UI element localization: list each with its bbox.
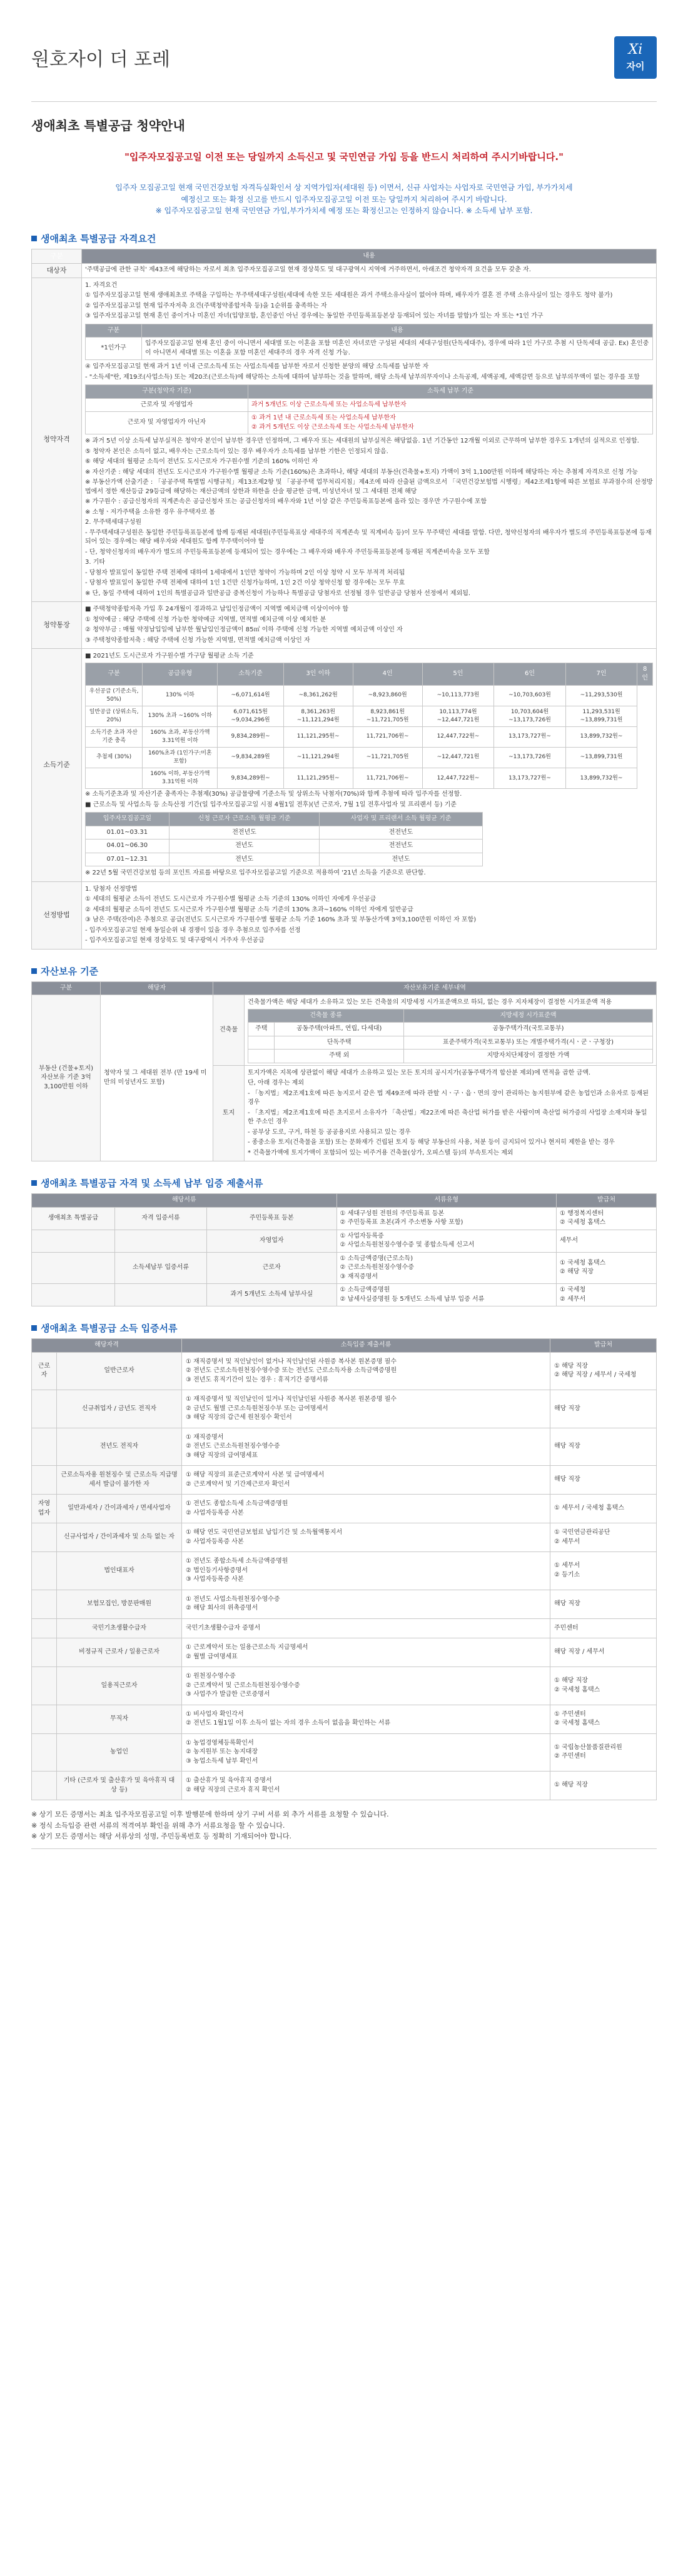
income-document-cell: ① 해당 직장의 표준근로계약서 사본 및 급여명세서 ② 근로계약서 및 기간제근로자 확인서 xyxy=(182,1466,550,1495)
table-row xyxy=(32,1523,657,1552)
income-cell: 160% 초과, 부동산가액 3.31억원 이하 xyxy=(143,726,218,747)
income-cell: ~11,121,294원 xyxy=(283,747,353,768)
table-row xyxy=(32,1705,657,1733)
income-tax-line: - "소득세"란, 제19조(사업소득) 또는 제20조(근로소득)에 해당하는 소득에 대하여 납부하는 것을 말하며, 해당 소득세 납부의무자이나 소득공제, 세액공제, 세액감면 등으로 납부의무액이 없는 경우를 포함 xyxy=(85,373,640,381)
selection-line: ③ 남은 주택(잔여)은 추첨으로 공급(전년도 도시근로자 가구원수별 월평균 소득 기준 160% 초과 및 부동산가액 3억3,100만원 이하인 자 포함) xyxy=(85,916,477,924)
income-document-cell: ① 재직증명서 ② 전년도 근로소득원천징수영수증 ③ 해당 직장의 급여명세표 xyxy=(182,1428,550,1466)
square-bullet-icon xyxy=(31,968,37,974)
income-cell: ~10,703,603원 xyxy=(494,685,566,706)
income-cell: 13,899,732원~ xyxy=(565,726,637,747)
income-document-cell: ① 국민연금관리공단 ② 세무서 xyxy=(550,1523,657,1552)
income-document-cell: 해당 직장 / 세무서 xyxy=(550,1638,657,1667)
document-cell: 과거 5개년도 소득세 납부사실 xyxy=(206,1284,336,1306)
headline-notice: "입주자모집공고일 이전 또는 당일까지 소득신고 및 국민연금 가입 등을 반드시 처리하여 주시기바랍니다." xyxy=(124,151,564,163)
eligibility-table xyxy=(31,249,657,950)
document-cell xyxy=(114,1230,206,1252)
income-header-cell: 3인 이하 xyxy=(283,663,353,685)
document-cell: 세무서 xyxy=(557,1230,657,1252)
income-note-line: ※ 소득기준초과 및 자산기준 충족자는 추첨제(30%) 공급물량에 기준소득 및 상위소득 낙첨자(70%)와 함께 추첨에 따라 입주자를 선정함. xyxy=(85,791,462,798)
table-row xyxy=(248,1036,653,1050)
income-document-cell: ① 해당 연도 국민연금보험료 납입기간 및 소득월액통지서 ② 사업자등록증 사본 xyxy=(182,1523,550,1552)
single-household-table: 구분 내용 *1인가구 입주자모집공고일 현재 혼인 중이 아니면서 세대별 또는 이혼을 포함 미혼인 자녀로만 구성된 세대의 세대구성원(단독세대주), 경우에 따라 1인 가구로 추첨 시 단독세대 공급. Ex) 혼인중이 아니면서 세대별 또는 이혼을 포함 미혼인 세대주의 경우 자격 신청 가능. xyxy=(85,324,653,361)
period-cell: 01.01~03.31 xyxy=(86,826,169,839)
income-document-cell: 해당 직장 xyxy=(550,1590,657,1618)
table-row xyxy=(86,768,653,789)
income-header-cell: 소득기준 xyxy=(218,663,283,685)
land-line: - 「농지법」제2조제1호에 따른 농지로서 같은 법 제49조에 따라 관할 시ㆍ구ㆍ읍ㆍ면의 장이 관리하는 농지원부에 같은 농업인과 소유자로 등재된 경우 xyxy=(248,1090,649,1106)
income-document-cell: 국민기초생활수급자 xyxy=(57,1618,182,1638)
xi-logo xyxy=(614,36,657,79)
eligibility-note-line: ⑥ 해당 세대의 월평균 소득이 전년도 도시근로자 가구원수별 기준의 160% 이하인 자 xyxy=(85,458,318,466)
income-document-cell: 해당 직장 xyxy=(550,1466,657,1495)
period-cell: 전년도 xyxy=(320,853,482,866)
income-criteria-table xyxy=(85,663,653,789)
selection-line: ① 세대의 월평균 소득이 전년도 도시근로자 가구원수별 월평균 소득 기준의 130% 이하인 자에게 우선공급 xyxy=(85,896,377,903)
section-title-documents: 생애최초 특별공급 자격 및 소득세 납부 입증 제출서류 xyxy=(31,1176,657,1190)
income-period-table xyxy=(85,812,483,866)
income-document-cell xyxy=(32,1772,57,1800)
period-header-cell: 입주자모집공고일 xyxy=(86,813,169,826)
land-line: - 「초지법」제2조제1호에 따른 초지로서 소유자가 「축산법」제22조에 따른 축산업 허가를 받은 사람이며 축산업 허가증의 사업장 소재지와 동일한 주소인 경우 xyxy=(248,1109,647,1126)
income-cell: 13,173,727원~ xyxy=(494,768,566,789)
income-cell: 12,447,722원~ xyxy=(422,726,494,747)
income-document-cell: 근로자 xyxy=(32,1352,57,1390)
period-cell: 전전년도 xyxy=(169,826,320,839)
table-row xyxy=(32,1252,657,1284)
income-document-cell xyxy=(32,1667,57,1705)
income-cell: 130% 초과 ~160% 이하 xyxy=(143,706,218,726)
document-cell: 근로자 xyxy=(206,1252,336,1284)
table-row xyxy=(248,1050,653,1063)
land-lines xyxy=(248,1069,653,1158)
top-header xyxy=(31,0,657,102)
income-document-cell: 신규취업자 / 금년도 전직자 xyxy=(57,1390,182,1428)
table-row xyxy=(32,1638,657,1667)
section-title-assets: 자산보유 기준 xyxy=(31,965,657,978)
document-cell xyxy=(32,1284,115,1306)
subtitle: 생애최초 특별공급 청약안내 xyxy=(31,118,185,133)
eligibility-note-line: - 당첨자 발표일이 동일한 주택 전체에 대하여 1인 1건만 신청가능하며, 1인 2건 이상 청약신청 할 경우에는 모두 무효 xyxy=(85,579,405,587)
income-document-cell: 해당 직장 xyxy=(550,1390,657,1428)
income-document-cell: 근로소득자용 원천징수 및 근로소득 지급명세서 발급이 불가한 자 xyxy=(57,1466,182,1495)
qualification-line: ② 입주자모집공고일 현재 입주자저축 요건(주택청약종합저축 등)을 1순위를 충족하는 자 xyxy=(85,302,327,309)
xi-logo-text: 자이 xyxy=(626,60,645,72)
land-line: 토지가액은 지목에 상관없이 해당 세대가 소유하고 있는 모든 토지의 공시지가(공동주택가격 합산분 제외)에 면적을 곱한 금액. xyxy=(248,1069,591,1076)
document-cell: ① 국세청 홈택스 ② 해당 직장 xyxy=(557,1252,657,1284)
income-cell: ~8,361,262원 xyxy=(283,685,353,706)
table-row xyxy=(32,1733,657,1772)
income-cell: 11,121,295원~ xyxy=(283,726,353,747)
eligibility-note-line: 3. 기타 xyxy=(85,559,106,566)
selection-line: - 입주자모집공고일 현재 동일순위 내 경쟁이 있을 경우 추첨으로 입주자를 선정 xyxy=(85,926,301,934)
building-cell xyxy=(248,1050,275,1063)
eligibility-note-line: ⑤ 청약자 본인은 소득이 없고, 배우자는 근로소득이 있는 경우 배우자가 소득세를 납부한 기한은 인정되지 않음. xyxy=(85,448,388,455)
income-document-cell: ① 농업경영체등록확인서 ② 농지원부 또는 농지대장 ③ 농업소득세 납부 확인서 xyxy=(182,1733,550,1772)
qualification-lines xyxy=(85,281,653,321)
income-document-cell: 국민기초생활수급자 증명서 xyxy=(182,1618,550,1638)
footer-divider xyxy=(31,1848,657,1849)
land-line: - 종중소유 토지(건축물을 포함) 또는 문화재가 건립된 토지 등 해당 부동산의 사용, 처분 등이 금지되어 있거나 현저히 제한을 받는 경우 xyxy=(248,1139,615,1146)
document-cell: ① 행정복지센터 ② 국세청 홈택스 xyxy=(557,1207,657,1230)
method-lines xyxy=(85,605,653,645)
eligibility-note-line: ※ 단, 동일 주택에 대하여 1인의 특별공급과 일반공급 중복신청이 가능하나 특별공급 당첨자로 선정될 경우 일반공급 당첨자 선정에서 제외됨. xyxy=(85,589,471,597)
document-cell xyxy=(32,1230,115,1252)
income-document-cell: ① 출산휴가 및 육아휴직 증명서 ② 해당 직장의 근로자 휴직 확인서 xyxy=(182,1772,550,1800)
table-row xyxy=(86,747,653,768)
period-header-cell: 신청 근로자 근로소득 월평균 기준 xyxy=(169,813,320,826)
income-cell: 일반공급 (상위소득, 20%) xyxy=(86,706,143,726)
income-cell: ~10,113,773원 xyxy=(422,685,494,706)
income-document-cell xyxy=(32,1618,57,1638)
square-bullet-icon xyxy=(31,1325,37,1331)
eligibility-note-line: - 당첨자 발표일이 동일한 주택 전체에 대하여 1세대에서 1인만 청약이 가능하며 2인 이상 청약 시 모두 부적격 처리됨 xyxy=(85,569,405,576)
income-document-cell xyxy=(32,1466,57,1495)
building-cell xyxy=(248,1036,275,1050)
income-document-cell: ① 원천징수영수증 ② 근로계약서 및 근로소득원천징수영수증 ③ 사업주가 발급한 근로증명서 xyxy=(182,1667,550,1705)
income-cell: 12,447,722원~ xyxy=(422,768,494,789)
documents-table: 해당서류 서류유형 발급처 생애최초 특별공급 자격 입증서류 주민등록표 등본 ① 세대구성원 전원의 주민등록표 등본 ② 주민등록표 초본(과거 주소변동 사항 포함) ① 행정복지센터 ② 국세청 홈택스 자영업자 ① 사업자등록증 ② 사업소득원천징수영수증 및 종합소득세 신고서 세무서 소득세납부 입증서류 근로자 ① 소득금액증명(근로소득) ② 근로소득원천징수영수증 ③ 재직증명서 ① 국세청 홈택스 ② 해당 직장 과거 5개년도 소득세 납부사실 ① 소득금액증명원 ② 납세사실증명원 등 5개년도 소득세 납부 입증 서류 ① 국세청 ② 세무서 xyxy=(31,1193,657,1306)
income-notes xyxy=(85,790,653,809)
income-cell: 13,899,732원~ xyxy=(565,768,637,789)
method-line: ③ 주택청약종합저축 : 해당 주택에 신청 가능한 지역별, 면적별 예치금액 이상인 자 xyxy=(85,636,310,644)
selection-line: - 입주자모집공고일 현재 경상북도 및 대구광역시 거주자 우선공급 xyxy=(85,937,265,945)
land-line: - 공부상 도로, 구거, 하천 등 공공용지로 사용되고 있는 경우 xyxy=(248,1128,411,1136)
income-document-cell xyxy=(32,1390,57,1428)
income-cell: 9,834,289원~ xyxy=(218,726,283,747)
section-title-eligibility: 생애최초 특별공급 자격요건 xyxy=(31,232,657,245)
land-line: * 건축물가액에 토지가액이 포함되어 있는 비주거용 건축물(상가, 오피스텔 등)의 부속토지는 제외 xyxy=(248,1149,513,1156)
xi-logo-mark: Xi xyxy=(628,41,643,58)
document-cell: ① 사업자등록증 ② 사업소득원천징수영수증 및 종합소득세 신고서 xyxy=(336,1230,556,1252)
income-cell: 6,071,615원 ~9,034,296원 xyxy=(218,706,283,726)
table-row xyxy=(86,726,653,747)
eligibility-note-line: ※ 가구원수 : 공급신청자의 직계존속은 공급신청자 또는 공급신청자의 배우자와 1년 이상 같은 주민등록표등본에 올라 있는 경우만 가구원수에 포함 xyxy=(85,498,487,506)
table-row xyxy=(32,1466,657,1495)
income-document-cell: ① 전년도 종합소득세 소득금액증명원 ② 법인등기사항증명서 ③ 사업자등록증 사본 xyxy=(182,1552,550,1590)
income-cell: 11,721,706원~ xyxy=(353,768,422,789)
intro-line: ※ 입주자모집공고일 현재 국민연금 가입,부가가치세 예정 또는 확정신고는 인정하지 않습니다. ※ 소득세 납부 포함. xyxy=(155,206,533,216)
table-row xyxy=(32,1590,657,1618)
document-cell: 소득세납부 입증서류 xyxy=(114,1252,206,1284)
income-cell: 8,923,861원 ~11,721,705원 xyxy=(353,706,422,726)
land-line: 단, 아래 경우는 제외 xyxy=(248,1080,304,1087)
income-tax-lines xyxy=(85,363,653,382)
income-document-cell: 법인대표자 xyxy=(57,1552,182,1590)
income-cell: ~12,447,721원 xyxy=(422,747,494,768)
income-document-cell: 일반근로자 xyxy=(57,1352,182,1390)
income-header-cell: 공급유형 xyxy=(143,663,218,685)
income-header-cell: 5인 xyxy=(422,663,494,685)
table-row xyxy=(32,1428,657,1466)
period-cell: 전년도 xyxy=(169,839,320,853)
income-header-cell: 8인 xyxy=(637,663,653,685)
income-document-cell xyxy=(32,1428,57,1466)
selection-line: ② 세대의 월평균 소득이 전년도 도시근로자 가구원수별 월평균 소득 기준의 130% 초과~160% 이하인 자에게 일반공급 xyxy=(85,906,413,913)
income-document-cell: 주민센터 xyxy=(550,1618,657,1638)
table-row xyxy=(86,685,653,706)
income-note-line: ■ 근로소득 및 사업소득 등 소득산정 기간(일 입주자모집공고일 시점 4월1일 전후)(년 근로자, 7월 1일 전후사업자 및 프리랜서 등) 기준 xyxy=(85,801,457,808)
income-document-cell: ① 세무서 / 국세청 홈택스 xyxy=(550,1495,657,1523)
building-cell: 공동주택(아파트, 연립, 다세대) xyxy=(275,1023,404,1036)
income-document-cell: ① 재직증명서 및 직인날인이 있거나 직인날인된 사원증 복사본 원본증명 필수 ② 금년도 월별 근로소득원천징수부 또는 급여명세서 ③ 해당 직장의 갑근세 원천징수 확인서 xyxy=(182,1390,550,1428)
income-cell: 9,834,289원~ xyxy=(218,768,283,789)
income-document-cell: ① 해당 직장 ② 해당 직장 / 세무서 / 국세청 xyxy=(550,1352,657,1390)
income-cell: ~11,293,530원 xyxy=(565,685,637,706)
income-document-cell: ① 세무서 ② 등기소 xyxy=(550,1552,657,1590)
income-document-cell: 무직자 xyxy=(57,1705,182,1733)
income-cell: ~11,721,705원 xyxy=(353,747,422,768)
table-row xyxy=(86,839,483,853)
note-line: ※ 정식 소득입증 관련 서류의 적격여부 확인을 위해 추가 서류요청을 할 수 있습니다. xyxy=(31,1821,285,1830)
eligibility-note-line: ※ 과거 5년 이상 소득세 납부실적은 청약자 본인이 납부한 경우만 인정하며, 그 배우자 또는 세대원의 납부실적은 해당없음. 1년 기간동안 12개월 이외로 근무하며 납부한 경우도 1개년의 실적으로 인정함. xyxy=(85,438,639,445)
period-cell: 07.01~12.31 xyxy=(86,853,169,866)
table-row xyxy=(86,826,483,839)
table-row xyxy=(32,1390,657,1428)
page-title: 원호자이 더 포레 xyxy=(31,49,170,71)
income-document-cell: 해당 직장 xyxy=(550,1428,657,1466)
income-header-cell: 7인 xyxy=(565,663,637,685)
income-cell: 11,293,531원 ~13,899,731원 xyxy=(565,706,637,726)
intro-line: 예정신고 또는 확정 신고를 반드시 입주자모집공고일 이전 또는 당일까지 처리하여 주시기 바랍니다. xyxy=(181,194,507,204)
income-cell: 추첨제 (30%) xyxy=(86,747,143,768)
income-cell: ~9,834,289원 xyxy=(218,747,283,768)
income-document-cell: 농업인 xyxy=(57,1733,182,1772)
table-header-row: 구분 내용 xyxy=(32,249,657,263)
table-row-qualification: 청약자격 1. 자격요건 ① 입주자모집공고일 현재 생애최초로 주택을 구입하는 무주택세대구성원(세대에 속한 모든 세대원은 과거 주택소유사실이 없어야 하며, 배우자가 결혼 전 주택 소유사실이 있는 경우도 청약 불가) ② 입주자모집공고일 현재 입주자저축 요건(주택청약종합저축 등)을 1순위를 충족하는 자 ③ 입주자모집공고일 현재 혼인 중이거나 미혼인 자녀(입양포함, 혼인중인 아닌 경우에는 동일한 주민등록표등본상 등재되어 있는 자녀를 말함)가 있는 자 또는 *1인 가구 구분 내용 *1인가구 입주자모집공고일 현재 혼인 중이 아니면서 세대별 또는 이혼을 포함 미혼인 자녀로만 구성된 세대의 세대구성원(단독세대주), 경우에 따라 1인 가구로 추첨 시 단독세대 공급. Ex) 혼인중이 아니면서 세대별 또는 이혼을 포함 미혼인 세대주의 경우 자격 신청 가능. ④ 입주자모집공고일 현재 과거 1년 이내 근로소득세 또는 사업소득세를 납부한 자로서 신청한 분양의 해당 소득세를 납부한 자 - "소득세"란, 제19조(사업소득) 또는 제20조(근로소득)에 해당하는 소득에 대하여 납부하는 것을 말하며, 해당 소득세 납부의무자이나 소득공제, 세액공제, 세액감면 등으로 납부의무액이 없는 경우를 포함 구분(청약자 기준) 소득세 납부 기준 근로자 및 자영업자 과거 5개년도 이상 근로소득세 또는 사업소득세 납부한자 근로자 및 자영업자가 아닌자 ① 과거 1년 내 근로소득세 또는 사업소득세 납부한자 ② 과거 5개년도 이상 근로소득세 또는 사업소득세 납부한자 ※ 과거 5년 이상 소득세 납부실적은 청약자 본인이 납부한 경우만 인정하며, 그 배우자 또는 세대원의 납부실적은 해당없음. 1년 기간동안 12개월 이외로 근무하며 납부한 경우도 1개년의 실적으로 인정함. ⑤ 청약자 본인은 소득이 없고, 배우자는 근로소득이 있는 경우 배우자가 소득세를 납부한 기한은 인정되지 않음. ⑥ 해당 세대의 월평균 소득이 전년도 도시근로자 가구원수별 기준의 160% 이하인 자 ※ 자산기준 : 해당 세대의 전년도 도시근로자 가구원수별 월평균 소득 기준(160%)은 초과하나, 해당 세대의 부동산(건축물+토지) 가액이 3억 1,100만원 이하에 해당하는 자는 추첨제 자격으로 신청 가능 ※ 부동산가액 산출기준 : 「공공주택 특별법 시행규칙」제13조제2항 및 「공공주택 업무처리지침」제4조에 따라 산출된 금액으로서 「국민건강보험법 시행령」제42조제1항에 따른 보험료 부과점수의 산정방법에서 정한 재산등급 29등급에 해당하는 재산금액의 상한과 하한을 산술 평균한 금액, 미성년자녀 및 그 세대원 전체 해당 ※ 가구원수 : 공급신청자의 직계존속은 공급신청자 또는 공급신청자의 배우자와 1년 이상 같은 주민등록표등본에 올라 있는 경우만 가구원수에 포함 ※ 소형ㆍ저가주택을 소유한 경우 유주택자로 봄 2. 무주택세대구성원 - 무주택세대구성원은 동일한 주민등록표등본에 함께 등재된 세대원(주민등록표상 세대주의 직계존속 및 직계비속 등)이 모두 무주택인 세대를 말함. 다만, 청약신청자의 배우자가 별도의 주민등록표등본에 등재되어 있는 경우에는 해당 배우자와 세대원도 함께 무주택이어야 함 - 단, 청약신청자의 배우자가 별도의 주민등록표등본에 등재되어 있는 경우에는 그 배우자와 배우자 주민등록표등본에 등재된 직계존비속을 모두 포함 3. 기타 - 당첨자 발표일이 동일한 주택 전체에 대하여 1세대에서 1인만 청약이 가능하며 2인 이상 청약 시 모두 부적격 처리됨 - 당첨자 발표일이 동일한 주택 전체에 대하여 1인 1건만 신청가능하며, 1인 2건 이상 청약신청 할 경우에는 모두 무효 ※ 단, 동일 주택에 대하여 1인의 특별공급과 일반공급 중복신청이 가능하나 특별공급 당첨자로 선정될 경우 일반공급 당첨자 선정에서 제외됨. xyxy=(32,278,657,602)
qualification-line: ① 입주자모집공고일 현재 생애최초로 주택을 구입하는 무주택세대구성원(세대에 속한 모든 세대원은 과거 주택소유사실이 없어야 하며, 배우자가 결혼 전 주택 소유사실이 있는 경우도 청약 불가) xyxy=(85,292,613,299)
document-cell xyxy=(114,1284,206,1306)
income-cell: 10,703,604원 ~13,173,726원 xyxy=(494,706,566,726)
income-document-cell: 비정규직 근로자 / 일용근로자 xyxy=(57,1638,182,1667)
period-header-cell: 사업자 및 프리랜서 소득 월평균 기준 xyxy=(320,813,482,826)
period-cell: 전전년도 xyxy=(320,839,482,853)
eligibility-notes xyxy=(85,437,653,598)
table-row xyxy=(32,1207,657,1230)
qualification-line: 1. 자격요건 xyxy=(85,281,118,289)
income-header-cell: 6인 xyxy=(494,663,566,685)
note-line: ※ 상기 모든 증명서는 해당 서류상의 성명, 주민등록번호 등 정확히 기재되어야 합니다. xyxy=(31,1832,291,1841)
building-cell: 공동주택가격(국토교통부) xyxy=(403,1023,652,1036)
document-cell: ① 세대구성원 전원의 주민등록표 등본 ② 주민등록표 초본(과거 주소변동 사항 포함) xyxy=(336,1207,556,1230)
income-cell xyxy=(86,768,143,789)
income-document-cell: 신규사업자 / 간이과세자 및 소득 없는 자 xyxy=(57,1523,182,1552)
income-cell: 11,721,706원~ xyxy=(353,726,422,747)
table-row xyxy=(32,1618,657,1638)
income-cell: 130% 이하 xyxy=(143,685,218,706)
table-row xyxy=(32,1284,657,1306)
building-cell: 주택 외 xyxy=(275,1050,404,1063)
income-document-cell: ① 국립농산물품질관리원 ② 주민센터 xyxy=(550,1733,657,1772)
table-row-target: 대상자 '주택공급에 관한 규칙' 제43조에 해당하는 자로서 최초 입주자모집공고일 현재 경상북도 및 대구광역시 지역에 거주하면서, 아래조건 청약자격 요건을 모두 갖춘 자. xyxy=(32,263,657,278)
income-cell: ~6,071,614원 xyxy=(218,685,283,706)
building-price-table: 건축물 종류 지방세정 시가표준액 주택 공동주택(아파트, 연립, 다세대) 공동주택가격(국토교통부) 단독주택 표준주택가격(국토교통부) 또는 개별주택가격(시ㆍ군ㆍ구청장) 주택 외 지방자치단체장이 결정한 가액 xyxy=(248,1009,653,1063)
square-bullet-icon xyxy=(31,236,37,241)
income-cell: 13,173,727원~ xyxy=(494,726,566,747)
document-cell xyxy=(32,1252,115,1284)
income-document-cell: ① 전년도 사업소득원천징수영수증 ② 해당 회사의 위촉증명서 xyxy=(182,1590,550,1618)
income-document-cell xyxy=(32,1590,57,1618)
document-cell: 주민등록표 등본 xyxy=(206,1207,336,1230)
document-cell: ① 소득금액증명(근로소득) ② 근로소득원천징수영수증 ③ 재직증명서 xyxy=(336,1252,556,1284)
income-tax-line: ④ 입주자모집공고일 현재 과거 1년 이내 근로소득세 또는 사업소득세를 납부한 자로서 신청한 분양의 해당 소득세를 납부한 자 xyxy=(85,363,429,371)
table-row-selection: 선정방법 1. 당첨자 선정방법 ① 세대의 월평균 소득이 전년도 도시근로자 가구원수별 월평균 소득 기준의 130% 이하인 자에게 우선공급 ② 세대의 월평균 소득이 전년도 도시근로자 가구원수별 월평균 소득 기준의 130% 초과~160% 이하인 자에게 일반공급 ③ 남은 주택(잔여)은 추첨으로 공급(전년도 도시근로자 가구원수별 월평균 소득 기준 160% 초과 및 부동산가액 3억3,100만원 이하인 자 포함) - 입주자모집공고일 현재 동일순위 내 경쟁이 있을 경우 추첨으로 입주자를 선정 - 입주자모집공고일 현재 경상북도 및 대구광역시 거주자 우선공급 xyxy=(32,881,657,949)
table-row xyxy=(32,1552,657,1590)
period-cell: 전년도 xyxy=(169,853,320,866)
income-cell: 160% 이하, 부동산가액 3.31억원 이하 xyxy=(143,768,218,789)
document-cell: ① 국세청 ② 세무서 xyxy=(557,1284,657,1306)
income-document-cell: 보험모집인, 방문판매원 xyxy=(57,1590,182,1618)
income-cell: ~13,173,726원 xyxy=(494,747,566,768)
income-header-cell: 4인 xyxy=(353,663,422,685)
income-document-cell: ① 해당 직장 xyxy=(550,1772,657,1800)
table-row-income: 소득기준 ■ 2021년도 도시근로자 가구원수별 가구당 월평균 소득 기준 구분 공급유형 소득기준 3인 이하 4인 5인 6인 7인 8인 우선공급 (기준소득, 50%) 130% 이하 ~6,071,614원 ~8,361,262원 ~8,923,860원 ~10,113,773원 ~10,703,603원 ~11,293,530원 일반공급 (상위소득, 20%) 130% 초과 ~160% 이하 6,071,615원 ~9,034,296원 8,361,263원 ~11,121,294원 8,923,861원 ~11,721,705원 10,113,774원 ~12,447,721원 10,703,604원 ~13,173,726원 11,293,531원 ~13,899,731원 소득기준 초과 자산기준 충족 160% 초과, 부동산가액 3.31억원 이하 9,834,289원~ 11,121,295원~ 11,721,706원~ 12,447,722원~ 13,173,727원~ 13,899,732원~ 추첨제 (30%) 160%초과 (1인가구:미혼 포함) ~9,834,289원 ~11,121,294원 ~11,721,705원 ~12,447,721원 ~13,173,726원 ~13,899,731원 160% 이하, 부동산가액 3.31억원 이하 9,834,289원~ 11,121,295원~ 11,721,706원~ 12,447,722원~ 13,173,727원~ 13,899,732원~ ※ 소득기준초과 및 자산기준 충족자는 추첨제(30%) 공급물량에 기준소득 및 상위소득 낙첨자(70%)와 함께 추첨에 따라 입주자를 선정함. ■ 근로소득 및 사업소득 등 소득산정 기간(일 입주자모집공고일 시점 4월1일 전후)(년 근로자, 7월 1일 전후사업자 및 프리랜서 등) 기준 입주자모집공고일 신청 근로자 근로소득 월평균 기준 사업자 및 프리랜서 소득 월평균 기준 01.01~03.31 전전년도 전전년도 04.01~06.30 전년도 전전년도 07.01~12.31 전년도 전년도 ※ 22년 5월 국민건강보험 등의 포인트 자료를 바탕으로 입주자모집공고일 기준으로 적용하여 '21년 소득을 기준으로 판단함. xyxy=(32,649,657,881)
table-row xyxy=(86,706,653,726)
income-cell: 소득기준 초과 자산기준 충족 xyxy=(86,726,143,747)
intro-notice xyxy=(31,182,657,217)
period-cell: 전전년도 xyxy=(320,826,482,839)
income-document-cell: ① 근로계약서 또는 일용근로소득 지급명세서 ② 월별 급여명세표 xyxy=(182,1638,550,1667)
section-title-income-docs: 생애최초 특별공급 소득 입증서류 xyxy=(31,1321,657,1335)
income-document-cell xyxy=(32,1552,57,1590)
table-row xyxy=(32,1352,657,1390)
building-cell: 지방자치단체장이 결정한 가액 xyxy=(403,1050,652,1063)
income-document-cell xyxy=(32,1523,57,1552)
table-row xyxy=(32,1772,657,1800)
table-row xyxy=(32,1667,657,1705)
income-cell: 8,361,263원 ~11,121,294원 xyxy=(283,706,353,726)
income-cell: 11,121,295원~ xyxy=(283,768,353,789)
income-document-cell: ① 비사업자 확인각서 ② 전년도 1월1일 이후 소득이 없는 자의 경우 소득이 없음을 확인하는 서류 xyxy=(182,1705,550,1733)
income-document-cell: 일반과세자 / 간이과세자 / 면세사업자 xyxy=(57,1495,182,1523)
period-cell: 04.01~06.30 xyxy=(86,839,169,853)
income-cell: 10,113,774원 ~12,447,721원 xyxy=(422,706,494,726)
table-row xyxy=(32,1495,657,1523)
eligibility-note-line: ※ 소형ㆍ저가주택을 소유한 경우 유주택자로 봄 xyxy=(85,508,215,516)
selection-lines xyxy=(85,885,653,946)
eligibility-note-line: 2. 무주택세대구성원 xyxy=(85,519,141,526)
method-line: ■ 주택청약종합저축 가입 후 24개월이 경과하고 납입인정금액이 지역별 예치금액 이상이어야 함 xyxy=(85,606,349,613)
income-document-cell: 자영업자 xyxy=(32,1495,57,1523)
eligibility-note-line: - 단, 청약신청자의 배우자가 별도의 주민등록표등본에 등재되어 있는 경우에는 그 배우자와 배우자 주민등록표등본에 등재된 직계존비속을 모두 포함 xyxy=(85,548,490,556)
income-cell: ~8,923,860원 xyxy=(353,685,422,706)
income-document-cell xyxy=(32,1638,57,1667)
income-document-cell xyxy=(32,1733,57,1772)
income-tax-table: 구분(청약자 기준) 소득세 납부 기준 근로자 및 자영업자 과거 5개년도 이상 근로소득세 또는 사업소득세 납부한자 근로자 및 자영업자가 아닌자 ① 과거 1년 내 근로소득세 또는 사업소득세 납부한자 ② 과거 5개년도 이상 근로소득세 또는 사업소득세 납부한자 xyxy=(85,384,653,434)
building-cell: 표준주택가격(국토교통부) 또는 개별주택가격(시ㆍ군ㆍ구청장) xyxy=(403,1036,652,1050)
income-document-cell: ① 해당 직장 ② 국세청 홈택스 xyxy=(550,1667,657,1705)
building-cell: 단독주택 xyxy=(275,1036,404,1050)
document-cell: ① 소득금액증명원 ② 납세사실증명원 등 5개년도 소득세 납부 입증 서류 xyxy=(336,1284,556,1306)
income-document-cell: ① 전년도 종합소득세 소득금액증명원 ② 사업자등록증 사본 xyxy=(182,1495,550,1523)
method-line: ② 청약부금 : 매월 약정납입일에 납부한 월납입인정금액이 85㎡ 이하 주택에 신청 가능한 지역별 예치금액 이상인 자 xyxy=(85,626,403,634)
income-document-cell: 기타 (근로자 및 출산휴가 및 육아휴직 대상 등) xyxy=(57,1772,182,1800)
income-documents-table: 해당자격 소득입증 제출서류 발급처 근로자 일반근로자 ① 재직증명서 및 직인날인이 없거나 직인날인된 사원증 복사본 원본증명 필수 ② 전년도 근로소득원천징수영수증 또는 전년도 근로소득자용 소득금액증명원 ③ 전년도 휴직기간이 있는 경우 : 휴직기간 증명서류 ① 해당 직장 ② 해당 직장 / 세무서 / 국세청 신규취업자 / 금년도 전직자 ① 재직증명서 및 직인날인이 있거나 직인날인된 사원증 복사본 원본증명 필수 ② 금년도 월별 근로소득원천징수부 또는 급여명세서 ③ 해당 직장의 갑근세 원천징수 확인서 해당 직장 전년도 전직자 ① 재직증명서 ② 전년도 근로소득원천징수영수증 ③ 해당 직장의 급여명세표 해당 직장 근로소득자용 원천징수 및 근로소득 지급명세서 발급이 불가한 자 ① 해당 직장의 표준근로계약서 사본 및 급여명세서 ② 근로계약서 및 기간제근로자 확인서 해당 직장 자영업자 일반과세자 / 간이과세자 / 면세사업자 ① 전년도 종합소득세 소득금액증명원 ② 사업자등록증 사본 ① 세무서 / 국세청 홈택스 신규사업자 / 간이과세자 및 소득 없는 자 ① 해당 연도 국민연금보험료 납입기간 및 소득월액통지서 ② 사업자등록증 사본 ① 국민연금관리공단 ② 세무서 법인대표자 ① 전년도 종합소득세 소득금액증명원 ② 법인등기사항증명서 ③ 사업자등록증 사본 ① 세무서 ② 등기소 보험모집인, 방문판매원 ① 전년도 사업소득원천징수영수증 ② 해당 회사의 위촉증명서 해당 직장 국민기초생활수급자 국민기초생활수급자 증명서 주민센터 비정규직 근로자 / 일용근로자 ① 근로계약서 또는 일용근로소득 지급명세서 ② 월별 급여명세표 해당 직장 / 세무서 일용직근로자 ① 원천징수영수증 ② 근로계약서 및 근로소득원천징수영수증 ③ 사업주가 발급한 근로증명서 ① 해당 직장 ② 국세청 홈택스 무직자 ① 비사업자 확인각서 ② 전년도 1월1일 이후 소득이 없는 자의 경우 소득이 없음을 확인하는 서류 ① 주민센터 ② 국세청 홈택스 농업인 ① 농업경영체등록확인서 ② 농지원부 또는 농지대장 ③ 농업소득세 납부 확인서 ① 국립농산물품질관리원 ② 주민센터 기타 (근로자 및 출산휴가 및 육아휴직 대상 등) ① 출산휴가 및 육아휴직 증명서 ② 해당 직장의 근로자 휴직 확인서 ① 해당 직장 xyxy=(31,1338,657,1800)
income-cell: ~13,899,731원 xyxy=(565,747,637,768)
document-cell: 자격 입증서류 xyxy=(114,1207,206,1230)
income-document-cell: ① 재직증명서 및 직인날인이 없거나 직인날인된 사원증 복사본 원본증명 필수 ② 전년도 근로소득원천징수영수증 또는 전년도 근로소득자용 소득금액증명원 ③ 전년도 휴직기간이 있는 경우 : 휴직기간 증명서류 xyxy=(182,1352,550,1390)
eligibility-note-line: ※ 부동산가액 산출기준 : 「공공주택 특별법 시행규칙」제13조제2항 및 「공공주택 업무처리지침」제4조에 따라 산출된 금액으로서 「국민건강보험법 시행령」제42조제1항에 따른 보험료 부과점수의 산정방법에서 정한 재산등급 29등급에 해당하는 재산금액의 상한과 하한을 산술 평균한 금액, 미성년자녀 및 그 세대원 전체 해당 xyxy=(85,479,653,495)
building-cell: 주택 xyxy=(248,1023,275,1036)
eligibility-note-line: ※ 자산기준 : 해당 세대의 전년도 도시근로자 가구원수별 월평균 소득 기준(160%)은 초과하나, 해당 세대의 부동산(건축물+토지) 가액이 3억 1,100만원 이하에 해당하는 자는 추첨제 자격으로 신청 가능 xyxy=(85,468,638,476)
income-document-cell xyxy=(32,1705,57,1733)
table-row xyxy=(86,853,483,866)
income-document-cell: 전년도 전직자 xyxy=(57,1428,182,1466)
document-cell: 자영업자 xyxy=(206,1230,336,1252)
income-document-cell: ① 주민센터 ② 국세청 홈택스 xyxy=(550,1705,657,1733)
asset-table: 구분 해당자 자산보유기준 세부내역 부동산 (건물+토지) 자산보유 기준 3억 3,100만원 이하 청약자 및 그 세대원 전부 (만 19세 미만의 미성년자도 포함) 건축물 건축물가액은 해당 세대가 소유하고 있는 모든 건축물의 지방세정 시가표준액으로 하되, 없는 경우 지자체장이 결정한 시가표준액 적용 건축물 종류 지방세정 시가표준액 주택 공동주택(아파트, 연립, 다세대) 공동주택가격(국토교통부) 단독주택 표준주택가격(국토교통부) 또는 개별주택가격(시ㆍ군ㆍ구청장) 주택 외 지방자치단체장이 결정한 가액 토지 토지가액은 지목에 상관없이 해당 세대가 소유하고 있는 모든 토지의 공시지가(공동주택가격 합산분 제외)에 면적을 곱한 금액. 단, 아래 경우는 제외 - 「농지법」제2조제1호에 따른 농지로서 같은 법 제49조에 따라 관할 시ㆍ구ㆍ읍ㆍ면의 장이 관리하는 농지원부에 같은 농업인과 소유자로 등재된 경우 - 「초지법」제2조제1호에 따른 초지로서 소유자가 「축산법」제22조에 따른 축산업 허가를 받은 사람이며 축산업 허가증의 사업장 소재지와 동일한 주소인 경우 - 공부상 도로, 구거, 하천 등 공공용지로 사용되고 있는 경우 - 종중소유 토지(건축물을 포함) 또는 문화재가 건립된 토지 등 해당 부동산의 사용, 처분 등이 금지되어 있거나 현저히 제한을 받는 경우 * 건축물가액에 토지가액이 포함되어 있는 비주거용 건축물(상가, 오피스텔 등)의 부속토지는 제외 xyxy=(31,981,657,1162)
table-row xyxy=(248,1023,653,1036)
table-row-method: 청약통장 ■ 주택청약종합저축 가입 후 24개월이 경과하고 납입인정금액이 지역별 예치금액 이상이어야 함 ① 청약예금 : 해당 주택에 신청 가능한 청약예금 지역별, 면적별 예치금액 이상 예치한 분 ② 청약부금 : 매월 약정납입일에 납부한 월납입인정금액이 85㎡ 이하 주택에 신청 가능한 지역별 예치금액 이상인 자 ③ 주택청약종합저축 : 해당 주택에 신청 가능한 지역별, 면적별 예치금액 이상인 자 xyxy=(32,602,657,649)
table-row xyxy=(32,1230,657,1252)
method-line: ① 청약예금 : 해당 주택에 신청 가능한 청약예금 지역별, 면적별 예치금액 이상 예치한 분 xyxy=(85,616,326,623)
income-header-cell: 구분 xyxy=(86,663,143,685)
square-bullet-icon xyxy=(31,1180,37,1186)
note-line: ※ 상기 모든 증명서는 최초 입주자모집공고일 이후 발행분에 한하며 상기 구비 서류 외 추가 서류를 요청할 수 있습니다. xyxy=(31,1810,389,1819)
income-document-cell: 일용직근로자 xyxy=(57,1667,182,1705)
document-cell: 생애최초 특별공급 xyxy=(32,1207,115,1230)
income-cell: 우선공급 (기준소득, 50%) xyxy=(86,685,143,706)
income-cell: 160%초과 (1인가구:미혼 포함) xyxy=(143,747,218,768)
footer-notes xyxy=(31,1809,657,1842)
qualification-line: ③ 입주자모집공고일 현재 혼인 중이거나 미혼인 자녀(입양포함, 혼인중인 아닌 경우에는 동일한 주민등록표등본상 등재되어 있는 자녀를 말함)가 있는 자 또는 *1인 가구 xyxy=(85,313,544,320)
intro-line: 입주자 모집공고일 현재 국민건강보험 자격득실확인서 상 지역가입자(세대원 등) 이면서, 신규 사업자는 사업자로 국민연금 가입, 부가가치세 xyxy=(115,183,573,192)
selection-line: 1. 당첨자 선정방법 xyxy=(85,885,138,893)
eligibility-note-line: - 무주택세대구성원은 동일한 주민등록표등본에 함께 등재된 세대원(주민등록표상 세대주의 직계존속 및 직계비속 등)이 모두 무주택인 세대를 말함. 다만, 청약신청자의 배우자가 별도의 주민등록표등본에 등재되어 있는 경우에는 해당 배우자와 세대원도 함께 무주택이어야 함 xyxy=(85,529,652,546)
